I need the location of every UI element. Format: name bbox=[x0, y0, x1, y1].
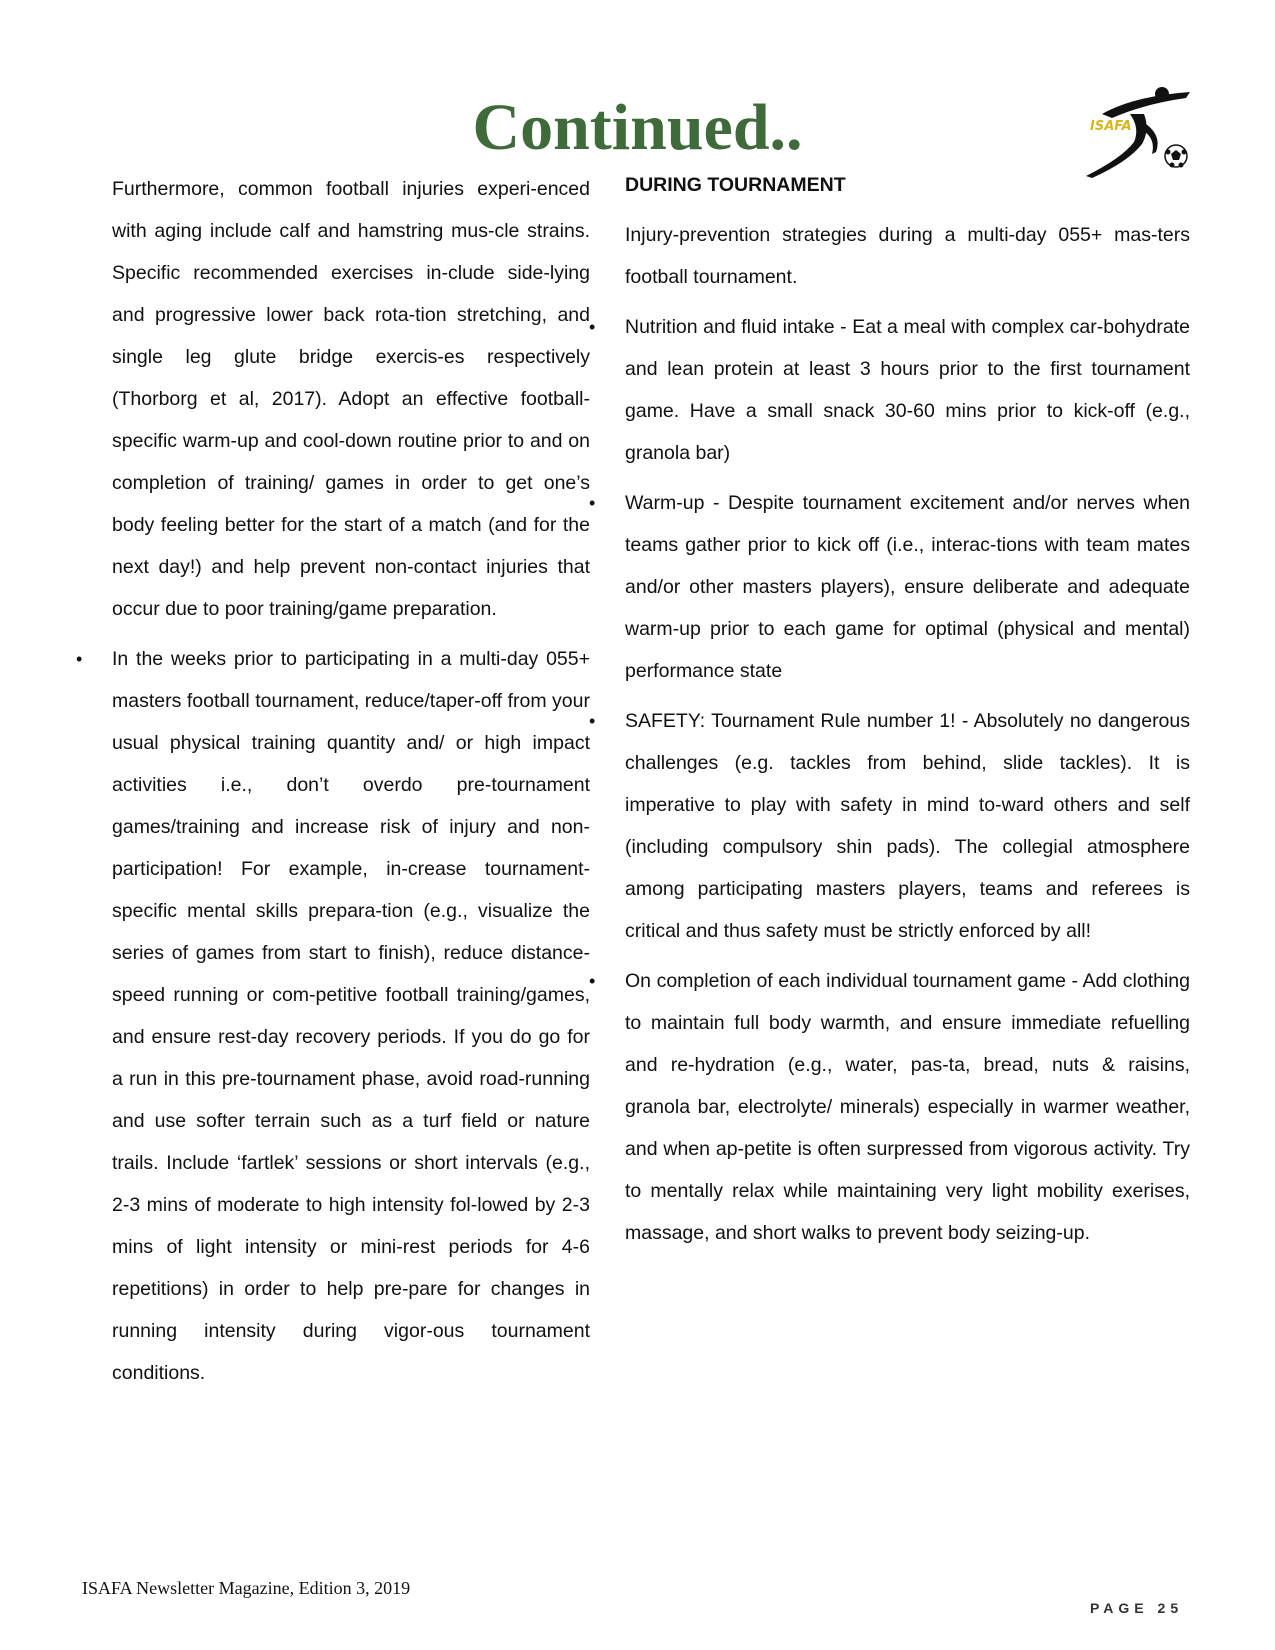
list-item bbox=[76, 638, 590, 1394]
right-bullet-list bbox=[589, 306, 1190, 1254]
list-item bbox=[589, 306, 1190, 474]
page-title: Continued.. bbox=[472, 91, 803, 164]
section-heading: DURING TOURNAMENT bbox=[625, 174, 846, 196]
bullet-icon: • bbox=[589, 971, 596, 991]
logo-text: ISAFA bbox=[1090, 119, 1132, 134]
left-intro-paragraph: Furthermore, common football injuries experi-enced with aging include calf and hamstring mus-cle strains. Specific recommended exercises in-clude side-lying and progressive lower back rota-tion stretching, and single leg glute bridge exercis-es respectively (Thorborg et al, 2017). Adopt an effective football-specific warm-up and cool-down routine prior to and on completion of training/ games in order to get one’s body feeling better for the start of a match (and for the next day!) and help prevent non-contact injuries that occur due to poor training/game preparation. bbox=[112, 178, 590, 620]
bullet-text: On completion of each individual tournament game - Add clothing to maintain full body warmth, and ensure immediate refuelling and re-hydration (e.g., water, pas-ta, bread, nuts & raisins, granola bar, electrolyte/ minerals) especially in warmer weather, and when ap-petite is often surpressed from vigorous activity. Try to mentally relax while maintaining very light mobility exerises, massage, and short walks to prevent body seizing-up. bbox=[625, 970, 1190, 1244]
bullet-icon: • bbox=[589, 711, 596, 731]
page-number: PAGE 25 bbox=[1090, 1600, 1184, 1616]
right-column bbox=[589, 164, 1190, 1262]
bullet-icon: • bbox=[76, 649, 83, 669]
bullet-text: Nutrition and fluid intake - Eat a meal with complex car-bohydrate and lean protein at least 3 hours prior to the first tournament game. Have a small snack 30-60 mins prior to kick-off (e.g., granola bar) bbox=[625, 316, 1190, 464]
left-column bbox=[76, 160, 590, 1402]
list-item bbox=[589, 700, 1190, 952]
bullet-text: SAFETY: Tournament Rule number 1! - Absolutely no dangerous challenges (e.g. tackles from behind, slide tackles). It is imperative to play with safety in mind to-ward others and self (including compulsory shin pads). The collegial atmosphere among participating masters players, teams and referees is critical and thus safety must be strictly enforced by all! bbox=[625, 710, 1190, 942]
footer-publication: ISAFA Newsletter Magazine, Edition 3, 2019 bbox=[82, 1578, 411, 1598]
bullet-text: In the weeks prior to participating in a multi-day 055+ masters football tournament, reduce/taper-off from your usual physical training quantity and/ or high impact activities i.e., don’t overdo pre-tournament games/training and increase risk of injury and non-participation! For example, in-crease tournament-specific mental skills prepara-tion (e.g., visualize the series of games from start to finish), reduce distance-speed running or com-petitive football training/games, and ensure rest-day recovery periods. If you do go for a run in this pre-tournament phase, avoid road-running and use softer terrain such as a turf field or nature trails. Include ‘fartlek’ sessions or short intervals (e.g., 2-3 mins of moderate to high intensity fol-lowed by 2-3 mins of light intensity or mini-rest periods for 4-6 repetitions) in order to help pre-pare for changes in running intensity during vigor-ous tournament conditions. bbox=[112, 648, 590, 1384]
bullet-text: Warm-up - Despite tournament excitement and/or nerves when teams gather prior to kick off (i.e., interac-tions with team mates and/or other masters players), ensure deliberate and adequate warm-up prior to each game for optimal (physical and mental) performance state bbox=[625, 492, 1190, 682]
list-item bbox=[589, 482, 1190, 692]
bullet-icon: • bbox=[589, 493, 596, 513]
list-item bbox=[589, 960, 1190, 1254]
right-intro-paragraph: Injury-prevention strategies during a multi-day 055+ mas-ters football tournament. bbox=[625, 224, 1190, 288]
left-bullet-list bbox=[76, 638, 590, 1394]
bullet-icon: • bbox=[589, 317, 596, 337]
